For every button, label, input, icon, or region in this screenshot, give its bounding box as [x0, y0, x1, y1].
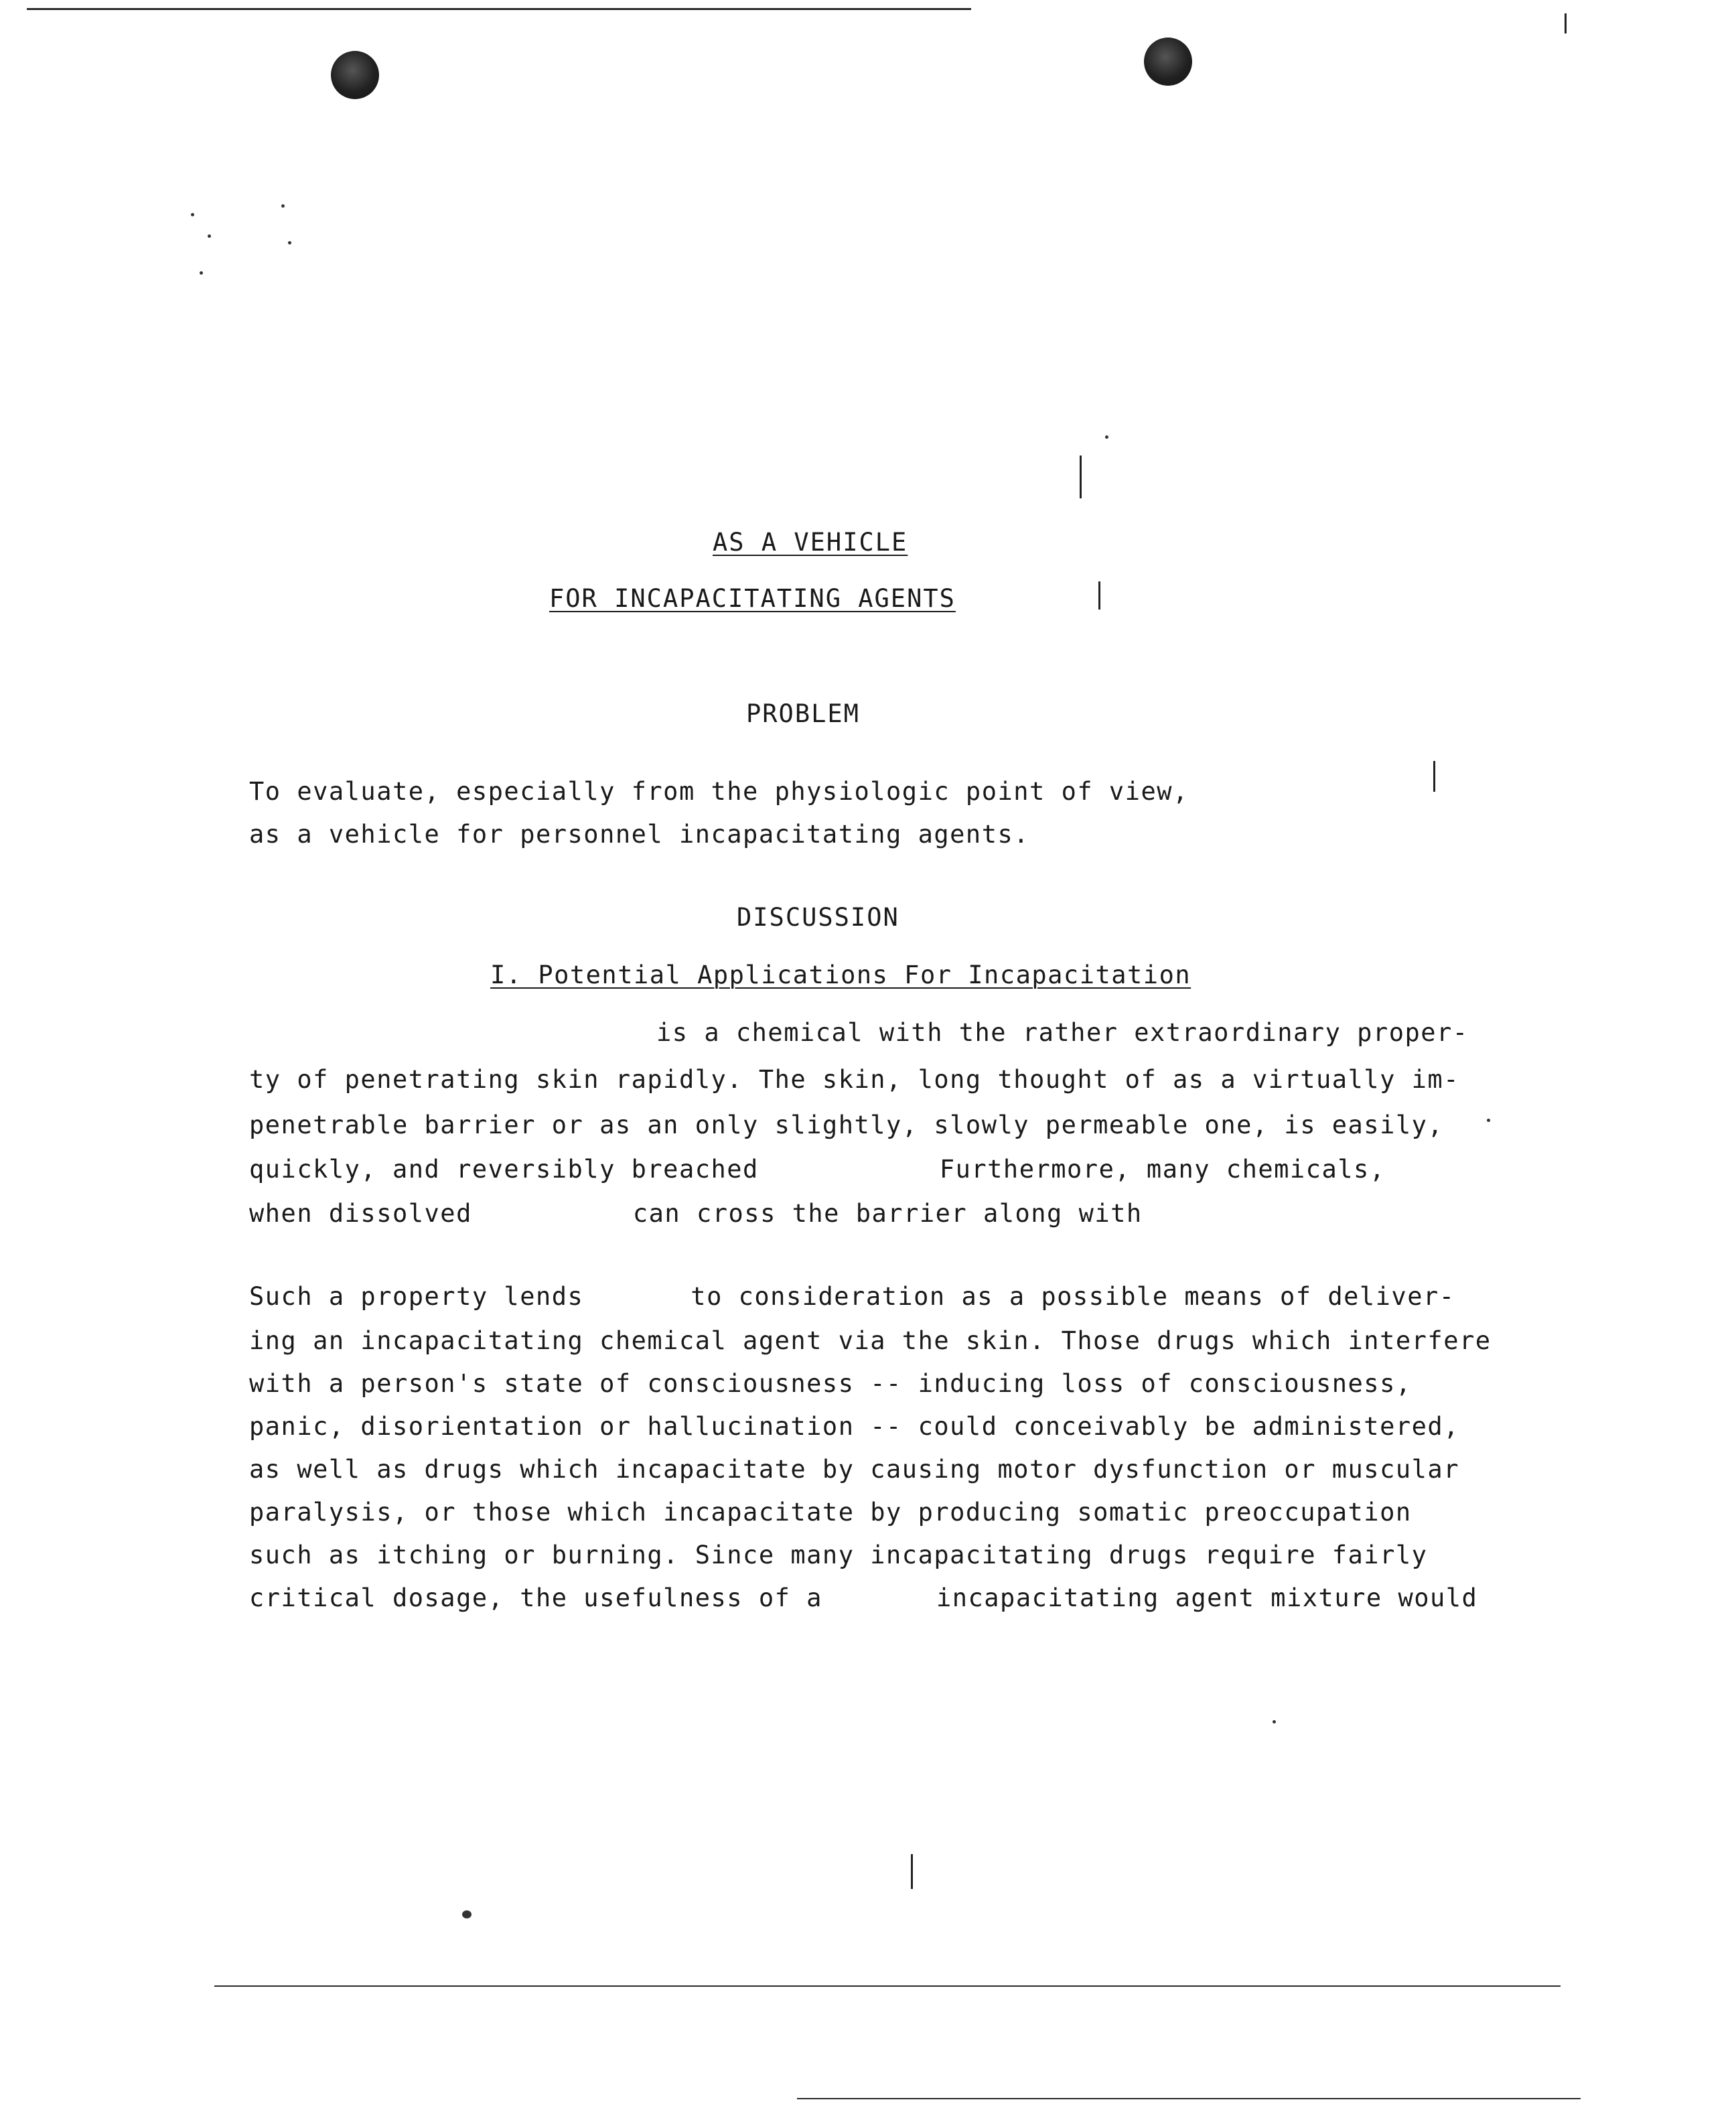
problem-line-2: as a vehicle for personnel incapacitating agents.: [249, 820, 1030, 849]
scan-speck: [462, 1910, 472, 1918]
para2-text: Such a property lends: [249, 1282, 584, 1311]
para2-line-2: ing an incapacitating chemical agent via the skin. Those drugs which interfere: [249, 1326, 1492, 1355]
para1-line-3: penetrable barrier or as an only slightly, slowly permeable one, is easily,: [249, 1111, 1444, 1139]
para2-line-6: paralysis, or those which incapacitate by producing somatic preoccupation: [249, 1498, 1412, 1527]
para2-line-7: such as itching or burning. Since many incapacitating drugs require fairly: [249, 1541, 1428, 1569]
punch-hole-right: [1144, 38, 1192, 86]
scan-speck: [281, 204, 285, 208]
scan-speck: [200, 271, 203, 275]
scan-speck: [208, 234, 211, 238]
para2-line-8: [249, 1584, 1477, 1612]
scan-speck: [191, 213, 194, 216]
bottom-scan-edge: [214, 1985, 1561, 1987]
para1-line-1: [656, 1018, 1469, 1047]
discussion-subheading: I. Potential Applications For Incapacitation: [490, 961, 1191, 989]
para1-line-2: ty of penetrating skin rapidly. The skin, long thought of as a virtually im-: [249, 1065, 1459, 1094]
para1-text: Furthermore, many chemicals,: [939, 1155, 1386, 1184]
para2-text: to consideration as a possible means of deliver-: [691, 1282, 1455, 1311]
margin-mark: [1080, 455, 1082, 498]
discussion-heading: DISCUSSION: [737, 903, 899, 932]
problem-heading: PROBLEM: [746, 699, 860, 728]
scan-speck: [1273, 1720, 1276, 1724]
margin-mark: [1098, 581, 1100, 610]
para2-line-5: as well as drugs which incapacitate by causing motor dysfunction or muscular: [249, 1455, 1459, 1484]
margin-mark: [911, 1854, 913, 1889]
problem-line-1: To evaluate, especially from the physiologic point of view,: [249, 777, 1189, 806]
para2-line-3: with a person's state of consciousness -- inducing loss of consciousness,: [249, 1369, 1412, 1398]
para1-text: when dissolved: [249, 1199, 472, 1228]
bottom-scan-edge-lower: [797, 2098, 1581, 2099]
para1-text: can cross the barrier along with: [632, 1199, 1143, 1228]
title-line-1: AS A VEHICLE: [713, 528, 908, 557]
punch-hole-left: [331, 51, 379, 99]
para2-line-1: [249, 1282, 1455, 1311]
scan-speck: [1487, 1119, 1490, 1122]
para2-text: incapacitating agent mixture would: [936, 1584, 1478, 1612]
top-scan-edge: [27, 8, 971, 10]
scan-speck: [288, 241, 291, 244]
para2-text: critical dosage, the usefulness of a: [249, 1584, 822, 1612]
title-line-2: FOR INCAPACITATING AGENTS: [549, 584, 956, 613]
para1-text: quickly, and reversibly breached: [249, 1155, 759, 1184]
para1-line-5: [249, 1199, 1143, 1228]
para1-text: is a chemical with the rather extraordinary proper-: [656, 1018, 1469, 1047]
scan-speck: [1105, 435, 1108, 439]
top-right-mark: [1565, 13, 1567, 33]
margin-mark: [1433, 761, 1435, 792]
para1-line-4: [249, 1155, 1386, 1184]
para2-line-4: panic, disorientation or hallucination -- could conceivably be administered,: [249, 1412, 1459, 1441]
